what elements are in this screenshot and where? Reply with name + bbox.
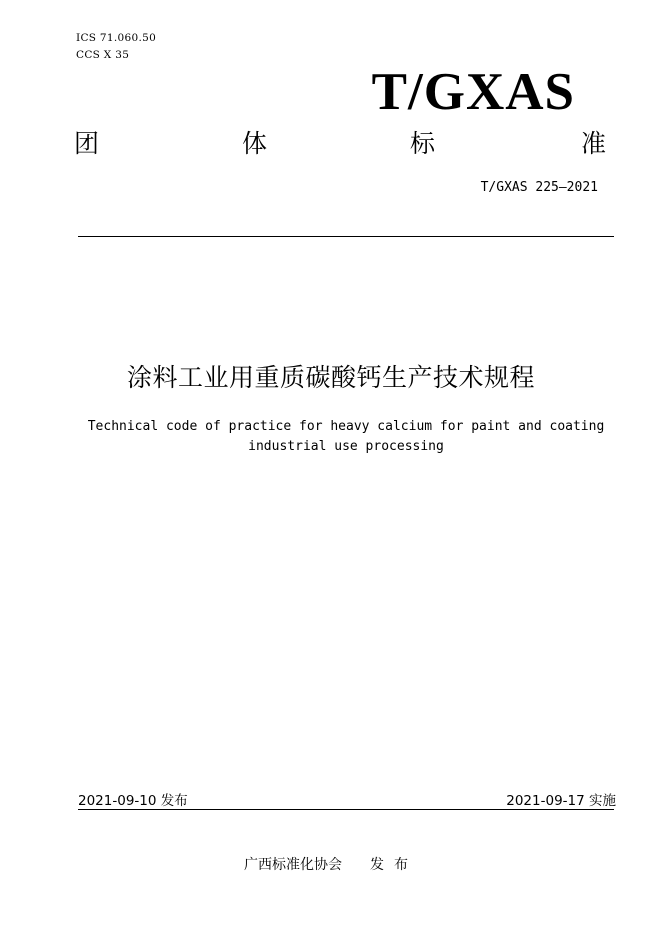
implementation-date: 2021-09-17 实施 bbox=[506, 793, 616, 809]
category-char: 体 bbox=[242, 129, 268, 158]
publisher-action: 发布 bbox=[370, 857, 418, 873]
category-char: 团 bbox=[74, 129, 100, 158]
publisher-organization: 广西标准化协会 bbox=[244, 857, 342, 873]
category-char: 准 bbox=[581, 129, 607, 158]
ics-code: ICS 71.060.50 bbox=[76, 32, 157, 44]
bottom-divider bbox=[78, 809, 614, 810]
document-title-chinese: 涂料工业用重质碳酸钙生产技术规程 bbox=[126, 363, 535, 392]
standard-code-mark: T/GXAS bbox=[371, 63, 575, 121]
category-char: 标 bbox=[410, 129, 436, 158]
top-divider bbox=[78, 236, 614, 237]
publisher-line bbox=[0, 854, 662, 874]
ccs-code: CCS X 35 bbox=[76, 49, 130, 61]
standard-category bbox=[0, 128, 662, 160]
standard-number: T/GXAS 225—2021 bbox=[480, 180, 598, 195]
document-title-english: Technical code of practice for heavy calcium for paint and coating industrial use processing bbox=[87, 419, 605, 454]
issue-date: 2021-09-10 发布 bbox=[78, 793, 188, 809]
